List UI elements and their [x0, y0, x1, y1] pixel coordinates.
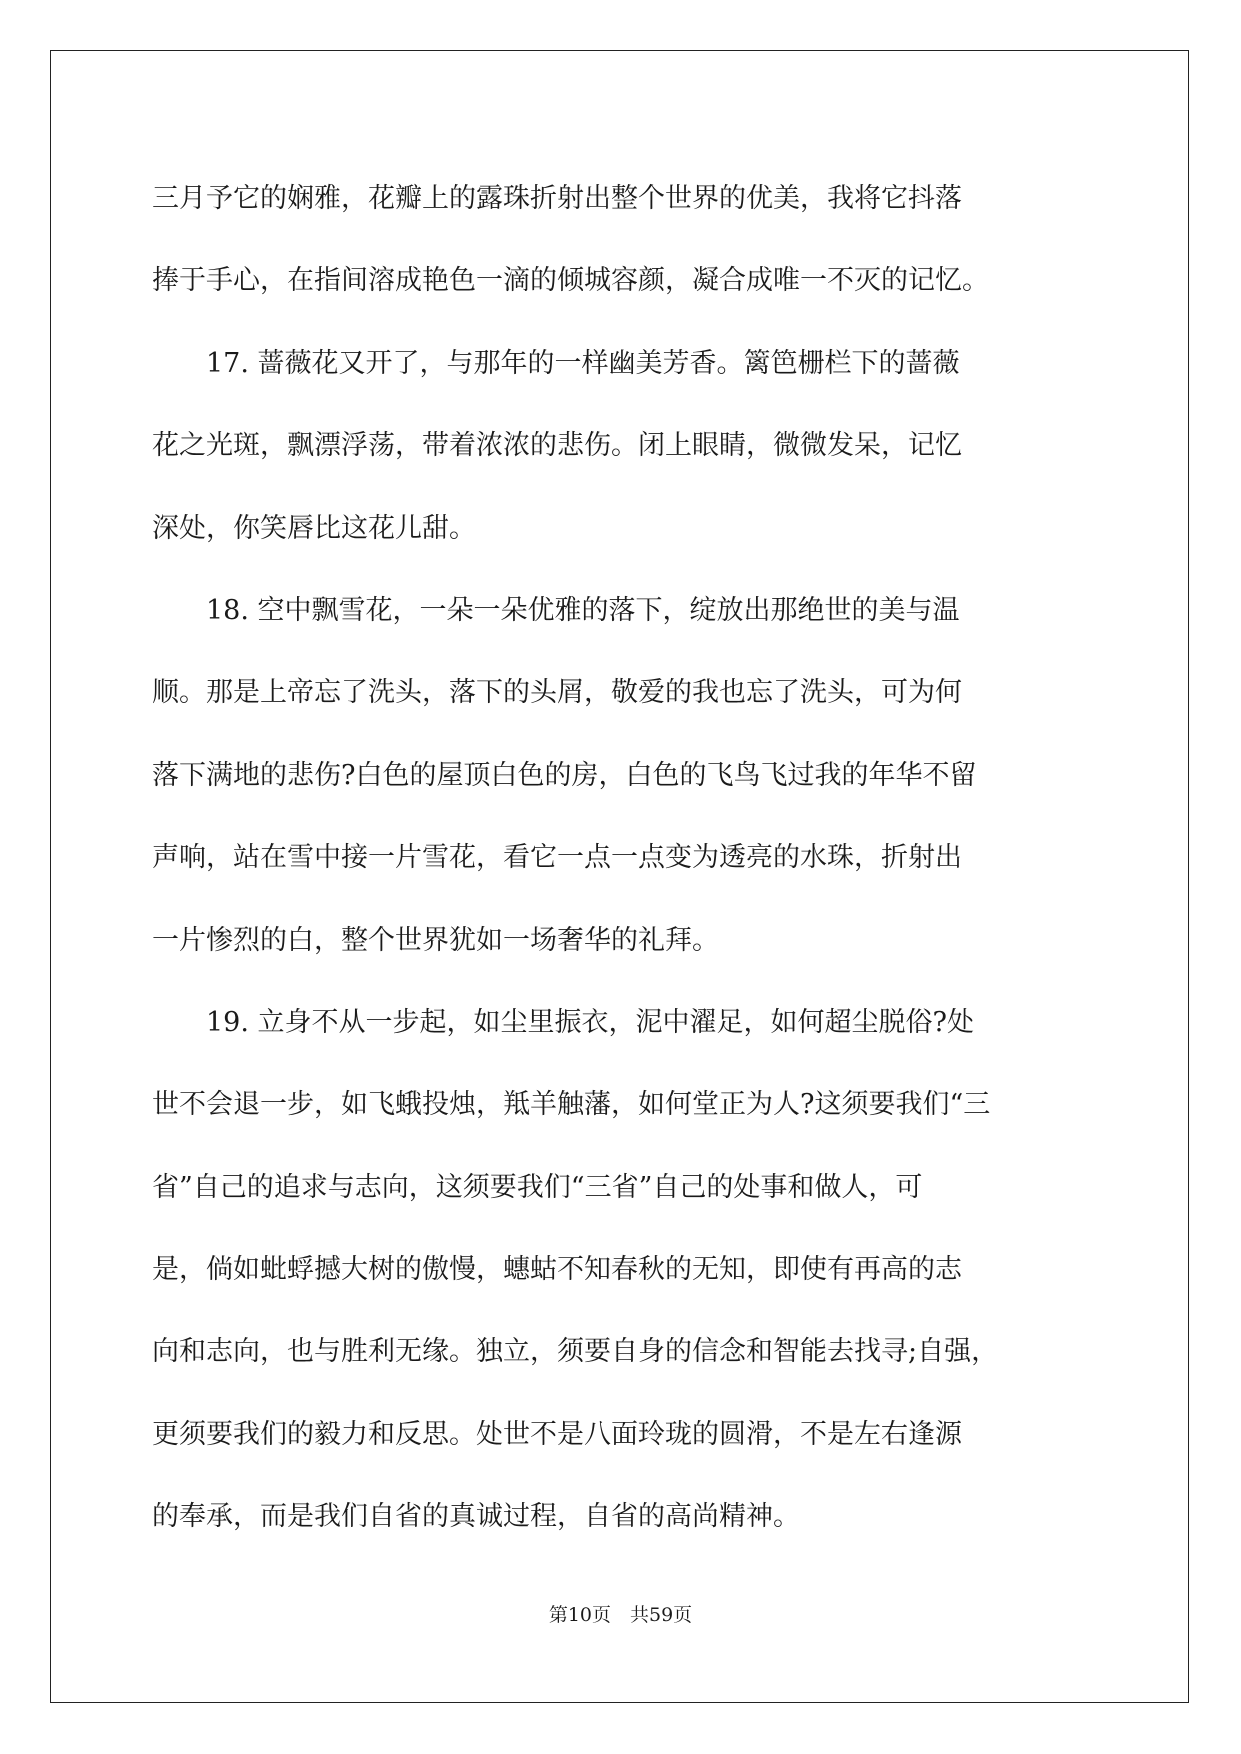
text-line: 省”自己的追求与志向，这须要我们“三省”自己的处事和做人，可	[152, 1171, 923, 1203]
text-line: 捧于手心，在指间溶成艳色一滴的倾城容颜，凝合成唯一不灭的记忆。	[152, 265, 989, 297]
paragraph-18-first-line: 18. 空中飘雪花，一朵一朵优雅的落下，绽放出那绝世的美与温	[206, 594, 960, 626]
text-line: 向和志向，也与胜利无缘。独立，须要自身的信念和智能去找寻;自强，	[152, 1336, 999, 1368]
text-line: 的奉承，而是我们自省的真诚过程，自省的高尚精神。	[152, 1501, 800, 1533]
text-line: 声响，站在雪中接一片雪花，看它一点一点变为透亮的水珠，折射出	[152, 842, 962, 874]
text-line: 顺。那是上帝忘了洗头，落下的头屑，敬爱的我也忘了洗头，可为何	[152, 677, 962, 709]
text-line: 深处，你笑唇比这花儿甜。	[152, 512, 476, 544]
text-line: 是，倘如蚍蜉撼大树的傲慢，蟪蛄不知春秋的无知，即使有再高的志	[152, 1254, 962, 1286]
paragraph-17-first-line: 17. 蔷薇花又开了，与那年的一样幽美芳香。篱笆栅栏下的蔷薇	[206, 347, 960, 379]
text-line: 三月予它的娴雅，花瓣上的露珠折射出整个世界的优美，我将它抖落	[152, 183, 962, 214]
text-line: 花之光斑，飘漂浮荡，带着浓浓的悲伤。闭上眼睛，微微发呆，记忆	[152, 430, 962, 462]
page-number: 第10页 共59页	[548, 1604, 693, 1626]
text-line: 更须要我们的毅力和反思。处世不是八面玲珑的圆滑，不是左右逢源	[152, 1418, 962, 1450]
paragraph-19-first-line: 19. 立身不从一步起，如尘里振衣，泥中濯足，如何超尘脱俗?处	[206, 1006, 974, 1038]
text-line: 落下满地的悲伤?白色的屋顶白色的房，白色的飞鸟飞过我的年华不留	[152, 759, 977, 791]
document-body	[152, 158, 1092, 1559]
text-line: 一片惨烈的白，整个世界犹如一场奢华的礼拜。	[152, 924, 719, 956]
text-line: 世不会退一步，如飞蛾投烛，羝羊触藩，如何堂正为人?这须要我们“三	[152, 1089, 991, 1121]
